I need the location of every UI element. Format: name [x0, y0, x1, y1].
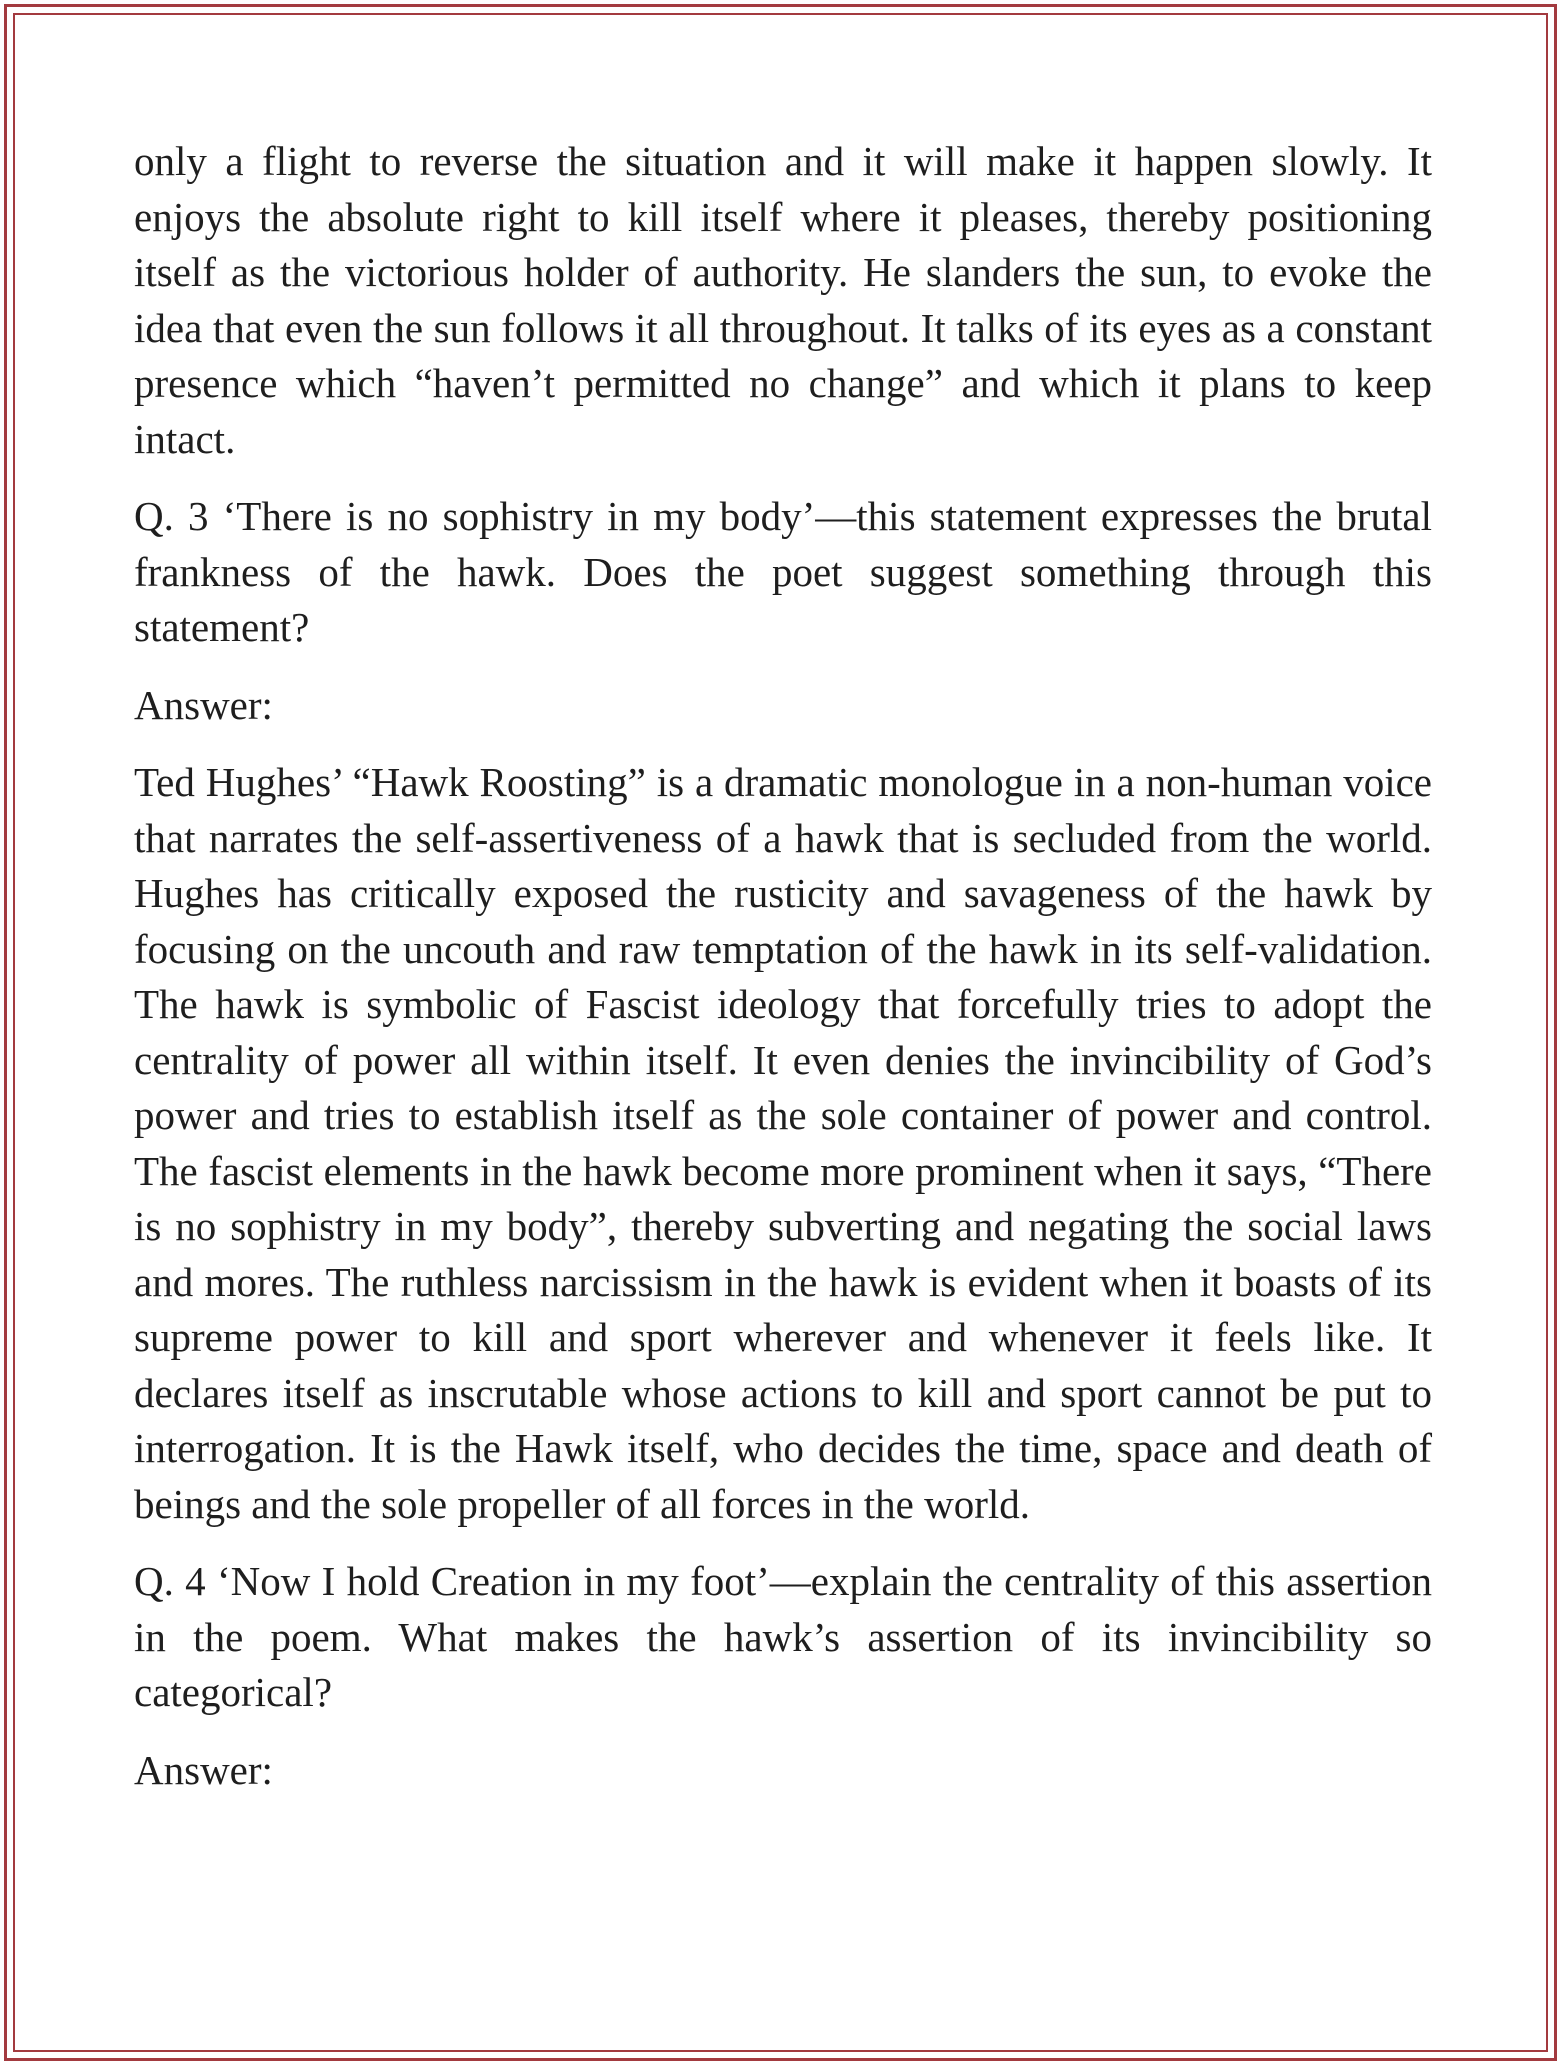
question-4: Q. 4 ‘Now I hold Creation in my foot’—explain the centrality of this assertion in the poem. What makes the hawk’s assertion of its invincibility so categorical?	[134, 1558, 1432, 1715]
answer-2-continuation: only a flight to reverse the situation and it will make it happen slowly. It enjoys the absolute right to kill itself where it pleases, thereby positioning itself as the victorious holder of authority. He slanders the sun, to evoke the idea that even the sun follows it all throughout. It talks of its eyes as a constant presence which “haven’t permitted no change” and which it plans to keep intact.	[134, 138, 1432, 462]
question-3: Q. 3 ‘There is no sophistry in my body’—this statement expresses the brutal frankness of the hawk. Does the poet suggest something through this statement?	[134, 493, 1432, 650]
answer-3-text: Ted Hughes’ “Hawk Roosting” is a dramatic monologue in a non-human voice that narrates the self-assertiveness of a hawk that is secluded from the world. Hughes has critically exposed the rusticity and savageness of the hawk by focusing on the uncouth and raw temptation of the hawk in its self-validation. The hawk is symbolic of Fascist ideology that forcefully tries to adopt the centrality of power all within itself. It even denies the invincibility of God’s power and tries to establish itself as the sole container of power and control. The fascist elements in the hawk become more prominent when it says, “There is no sophistry in my body”, thereby subverting and negating the social laws and mores. The ruthless narcissism in the hawk is evident when it boasts of its supreme power to kill and sport wherever and whenever it feels like. It declares itself as inscrutable whose actions to kill and sport cannot be put to interrogation. It is the Hawk itself, who decides the time, space and death of beings and the sole propeller of all forces in the world.	[134, 759, 1432, 1527]
answer-4-label: Answer:	[134, 1746, 273, 1793]
document-body	[134, 134, 1432, 1820]
answer-3-label: Answer:	[134, 681, 273, 728]
